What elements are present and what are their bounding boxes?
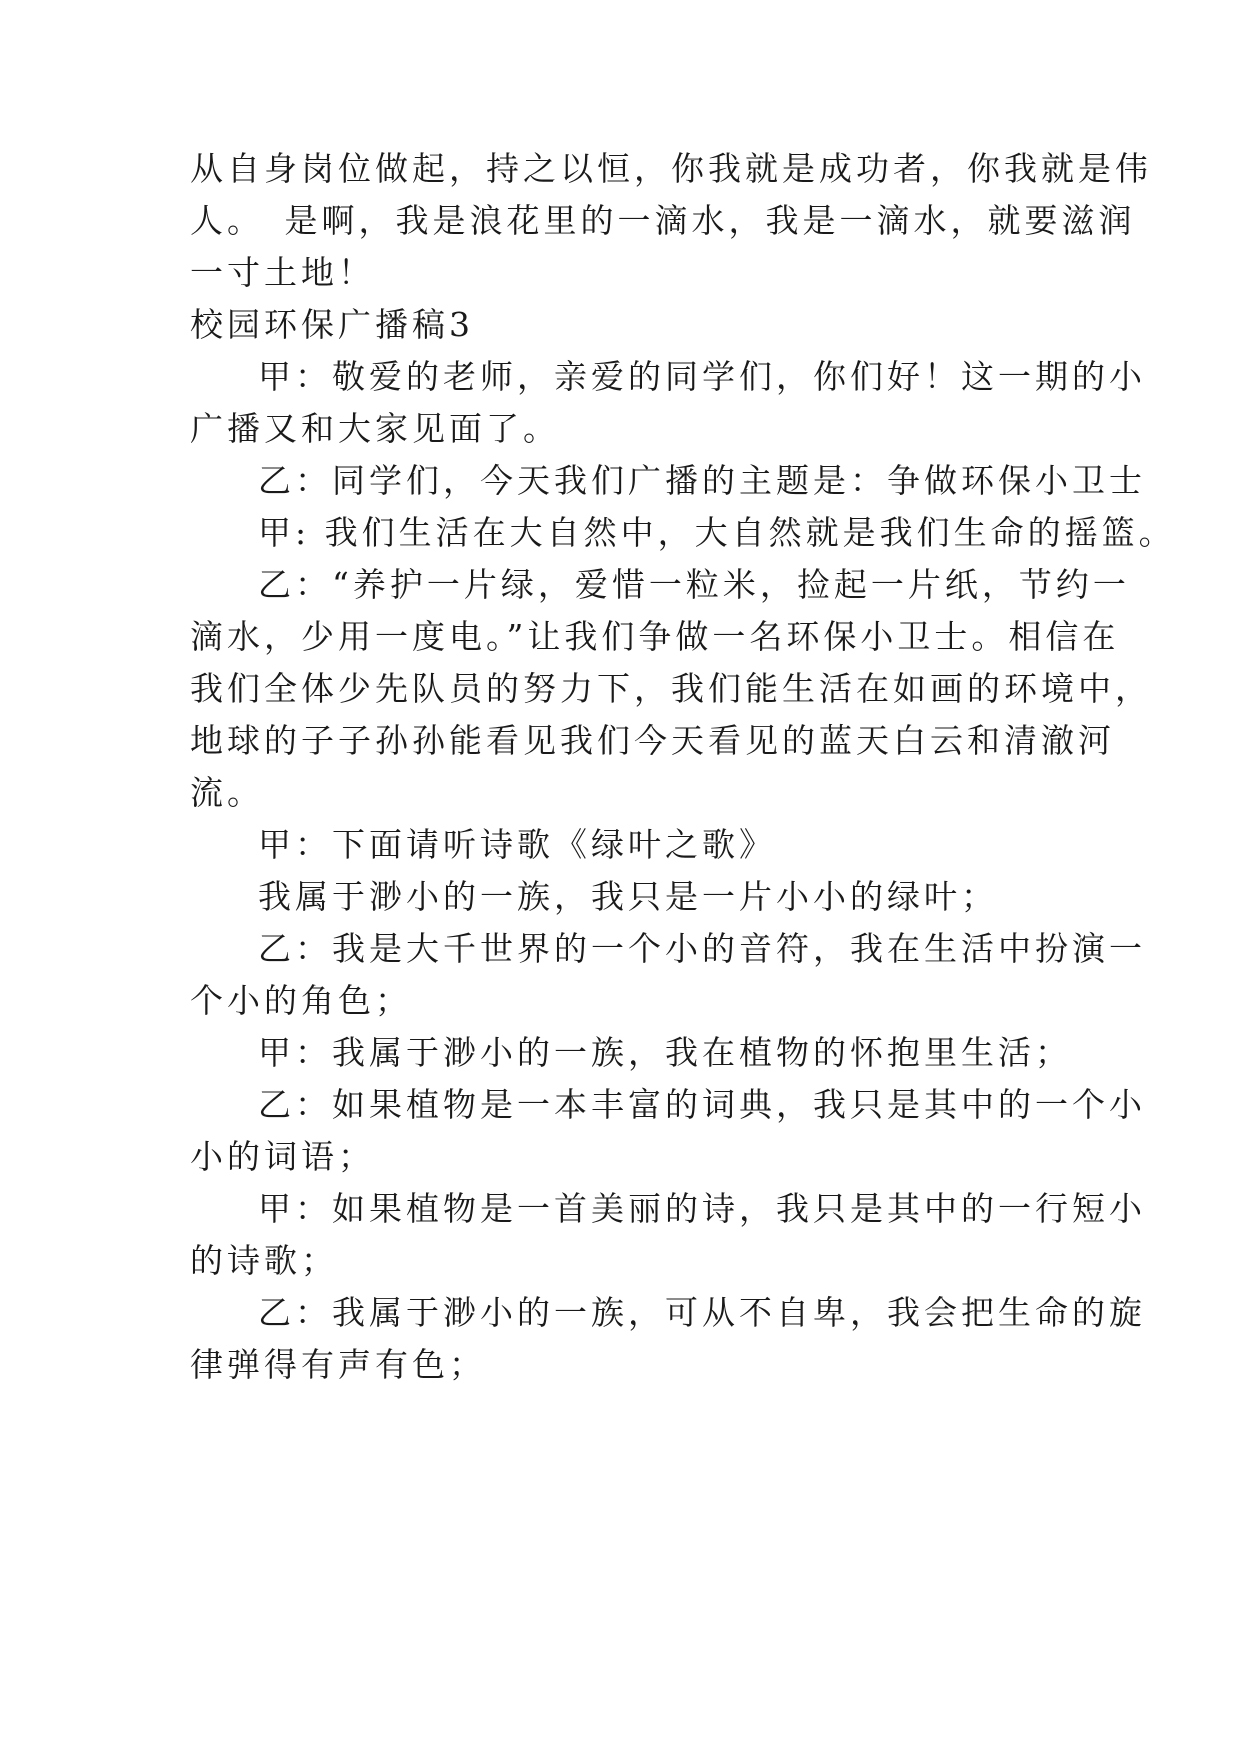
text-line: 乙：我是大千世界的一个小的音符，我在生活中扮演一 [258, 929, 1146, 968]
text-line: 个小的角色； [190, 981, 412, 1020]
text-line: 流。 [190, 773, 264, 812]
text-line: 我属于渺小的一族，我只是一片小小的绿叶； [258, 877, 998, 916]
text-line: 甲：敬爱的老师，亲爱的同学们，你们好！这一期的小 [258, 357, 1146, 396]
text-line: 地球的子子孙孙能看见我们今天看见的蓝天白云和清澈河 [190, 721, 1115, 760]
text-line: 滴水，少用一度电。”让我们争做一名环保小卫士。相信在 [190, 617, 1120, 656]
text-line: 广播又和大家见面了。 [190, 409, 560, 448]
text-line: 乙：“养护一片绿，爱惜一粒米，捡起一片纸，节约一 [258, 565, 1130, 604]
text-line: 甲: 我们生活在大自然中，大自然就是我们生命的摇篮。 [258, 513, 1176, 552]
text-line: 从自身岗位做起，持之以恒，你我就是成功者，你我就是伟 [190, 149, 1152, 188]
text-line: 乙：如果植物是一本丰富的词典，我只是其中的一个小 [258, 1085, 1146, 1124]
section-heading: 校园环保广播稿3 [190, 305, 474, 344]
text-line: 甲：我属于渺小的一族，我在植物的怀抱里生活； [258, 1033, 1072, 1072]
text-line: 一寸土地！ [190, 253, 375, 292]
text-line: 人。 是啊，我是浪花里的一滴水，我是一滴水，就要滋润 [190, 201, 1136, 240]
text-line: 小的词语； [190, 1137, 375, 1176]
text-line: 乙：我属于渺小的一族，可从不自卑，我会把生命的旋 [258, 1293, 1146, 1332]
text-line: 甲：如果植物是一首美丽的诗，我只是其中的一行短小 [258, 1189, 1146, 1228]
text-line: 我们全体少先队员的努力下，我们能生活在如画的环境中， [190, 669, 1152, 708]
text-line: 的诗歌； [190, 1241, 338, 1280]
text-line: 乙：同学们，今天我们广播的主题是：争做环保小卫士 [258, 461, 1146, 500]
text-line: 律弹得有声有色； [190, 1345, 486, 1384]
text-line: 甲：下面请听诗歌《绿叶之歌》 [258, 825, 776, 864]
